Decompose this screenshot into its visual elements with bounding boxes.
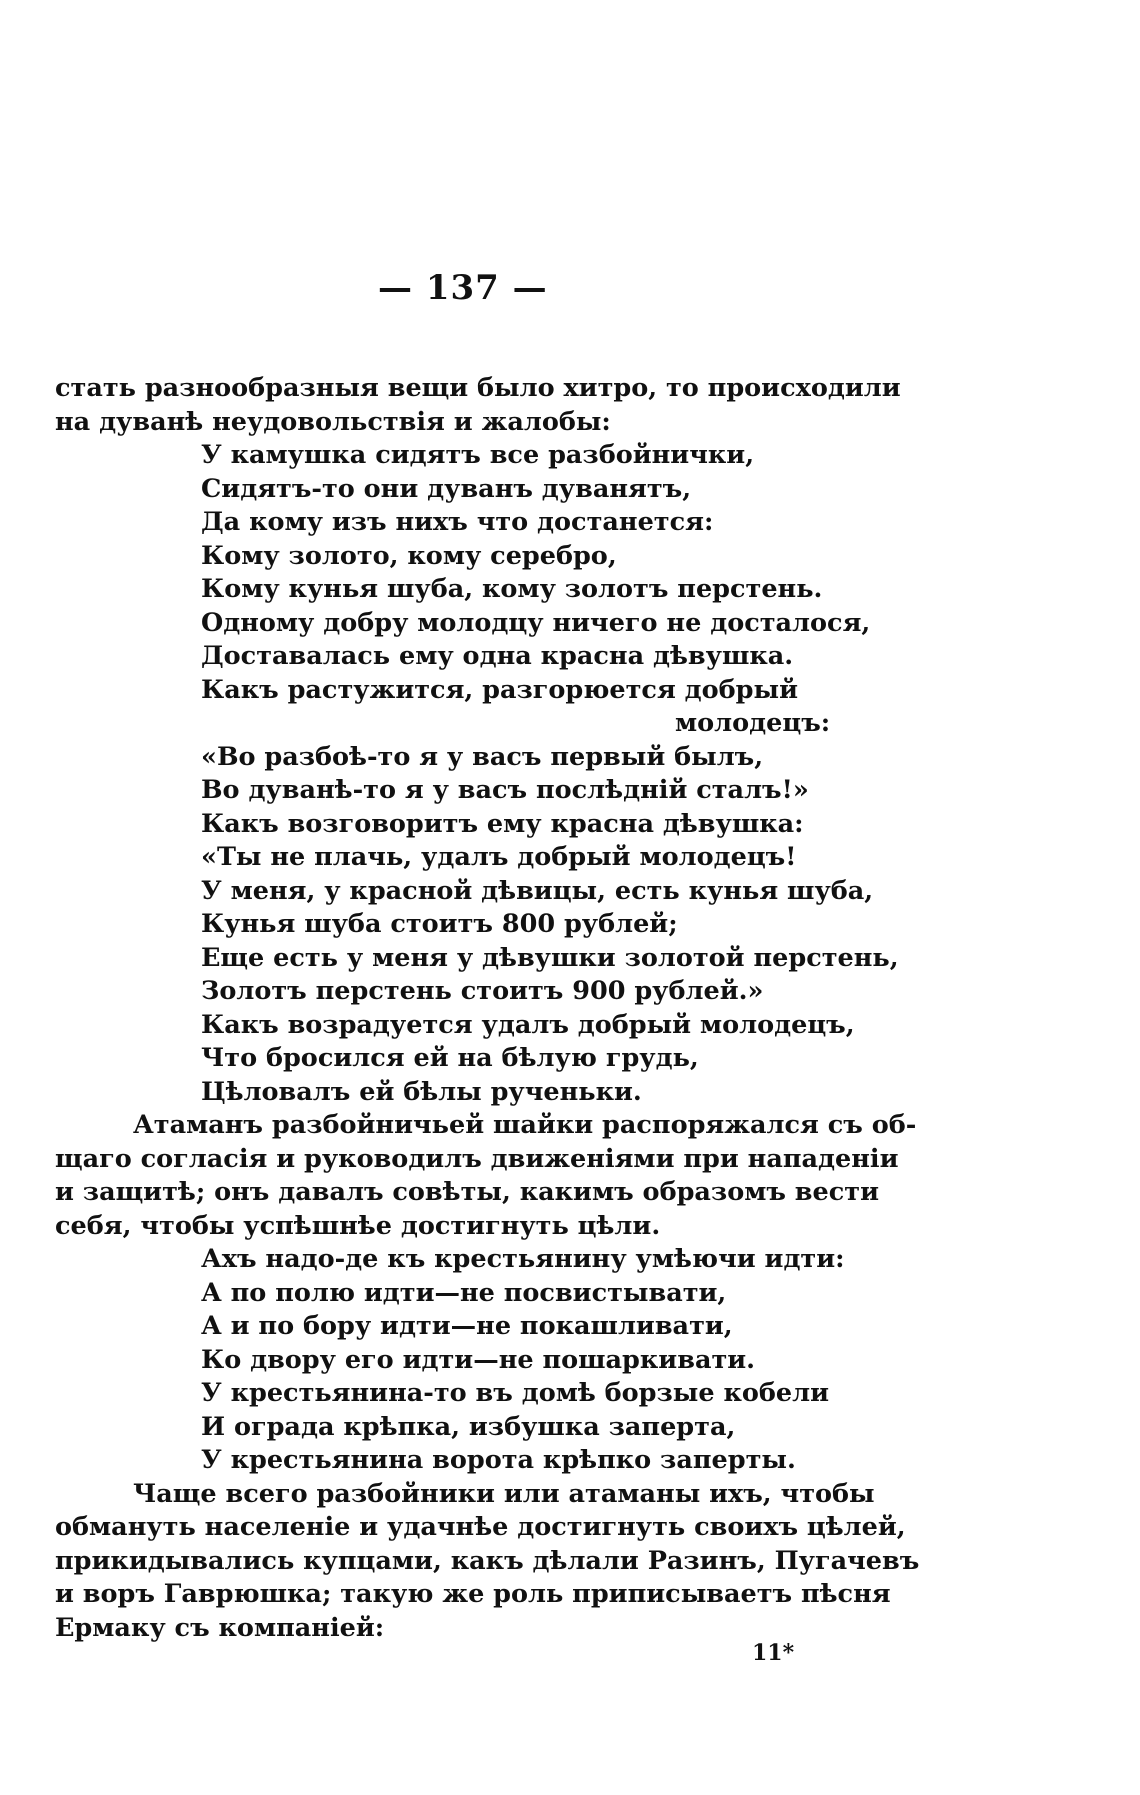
- verse-line: Во дуванѣ-то я у васъ послѣдній сталъ!»: [201, 775, 809, 805]
- verse-line: Ахъ надо-де къ крестьянину умѣючи идти:: [201, 1244, 845, 1274]
- prose-line: обмануть населеніе и удачнѣе достигнуть своихъ цѣлей,: [55, 1512, 906, 1542]
- prose-line: Чаще всего разбойники или атаманы ихъ, чтобы: [133, 1478, 875, 1509]
- verse-line: молодецъ:: [675, 708, 831, 738]
- verse-line: У крестьянина-то въ домѣ борзые кобели: [201, 1378, 829, 1408]
- verse-line: А по полю идти—не посвистывати,: [201, 1277, 727, 1308]
- verse-line: У меня, у красной дѣвицы, есть кунья шуба,: [201, 875, 874, 906]
- verse-line: У крестьянина ворота крѣпко заперты.: [201, 1445, 796, 1475]
- verse-line: Ко двору его идти—не пошаркивати.: [201, 1344, 756, 1375]
- verse-line: А и по бору идти—не покашливати,: [201, 1311, 733, 1341]
- verse-line: Доставалась ему одна красна дѣвушка.: [201, 641, 794, 671]
- prose-line: Ермаку съ компаніей:: [55, 1612, 385, 1643]
- prose-line: и воръ Гаврюшка; такую же роль приписываетъ пѣсня: [55, 1579, 891, 1609]
- prose-line: Атаманъ разбойничьей шайки распоряжался съ об-: [133, 1110, 917, 1140]
- verse-line: Что бросился ей на бѣлую грудь,: [201, 1043, 699, 1073]
- verse-line: Какъ возрадуется удалъ добрый молодецъ,: [201, 1009, 855, 1040]
- verse-line: Кому золото, кому серебро,: [201, 540, 617, 571]
- verse-line: Кому кунья шуба, кому золотъ перстень.: [201, 574, 823, 604]
- verse-line: Да кому изъ нихъ что достанется:: [201, 507, 714, 537]
- verse-line: У камушка сидятъ все разбойнички,: [201, 440, 755, 470]
- verse-line: Какъ растужится, разгорюется добрый: [201, 674, 798, 705]
- verse-line: Еще есть у меня у дѣвушки золотой перстень,: [201, 942, 899, 973]
- verse-line: И ограда крѣпка, избушка заперта,: [201, 1411, 736, 1442]
- verse-line: Какъ возговоритъ ему красна дѣвушка:: [201, 808, 804, 839]
- page-number: — 137 —: [378, 268, 548, 308]
- page-text: [55, 372, 920, 1645]
- prose-line: стать разнообразныя вещи было хитро, то происходили: [55, 373, 901, 403]
- sheet-signature: 11*: [752, 1640, 795, 1666]
- verse-line: «Ты не плачь, удалъ добрый молодецъ!: [201, 842, 797, 872]
- prose-line: и защитѣ; онъ давалъ совѣты, какимъ образомъ вести: [55, 1177, 879, 1207]
- prose-line: щаго согласія и руководилъ движеніями при нападеніи: [55, 1143, 899, 1174]
- verse-line: Золотъ перстень стоитъ 900 рублей.»: [201, 976, 764, 1006]
- verse-line: Одному добру молодцу ничего не досталося,: [201, 607, 871, 638]
- prose-line: прикидывались купцами, какъ дѣлали Разинъ, Пугачевъ: [55, 1545, 920, 1576]
- prose-line: себя, чтобы успѣшнѣе достигнуть цѣли.: [55, 1210, 661, 1241]
- verse-line: Сидятъ-то они дуванъ дуванятъ,: [201, 473, 692, 504]
- prose-line: на дуванѣ неудовольствія и жалобы:: [55, 406, 611, 437]
- verse-line: Цѣловалъ ей бѣлы рученьки.: [201, 1076, 642, 1107]
- verse-line: «Во разбоѣ-то я у васъ первый былъ,: [201, 741, 764, 772]
- verse-line: Кунья шуба стоитъ 800 рублей;: [201, 909, 678, 939]
